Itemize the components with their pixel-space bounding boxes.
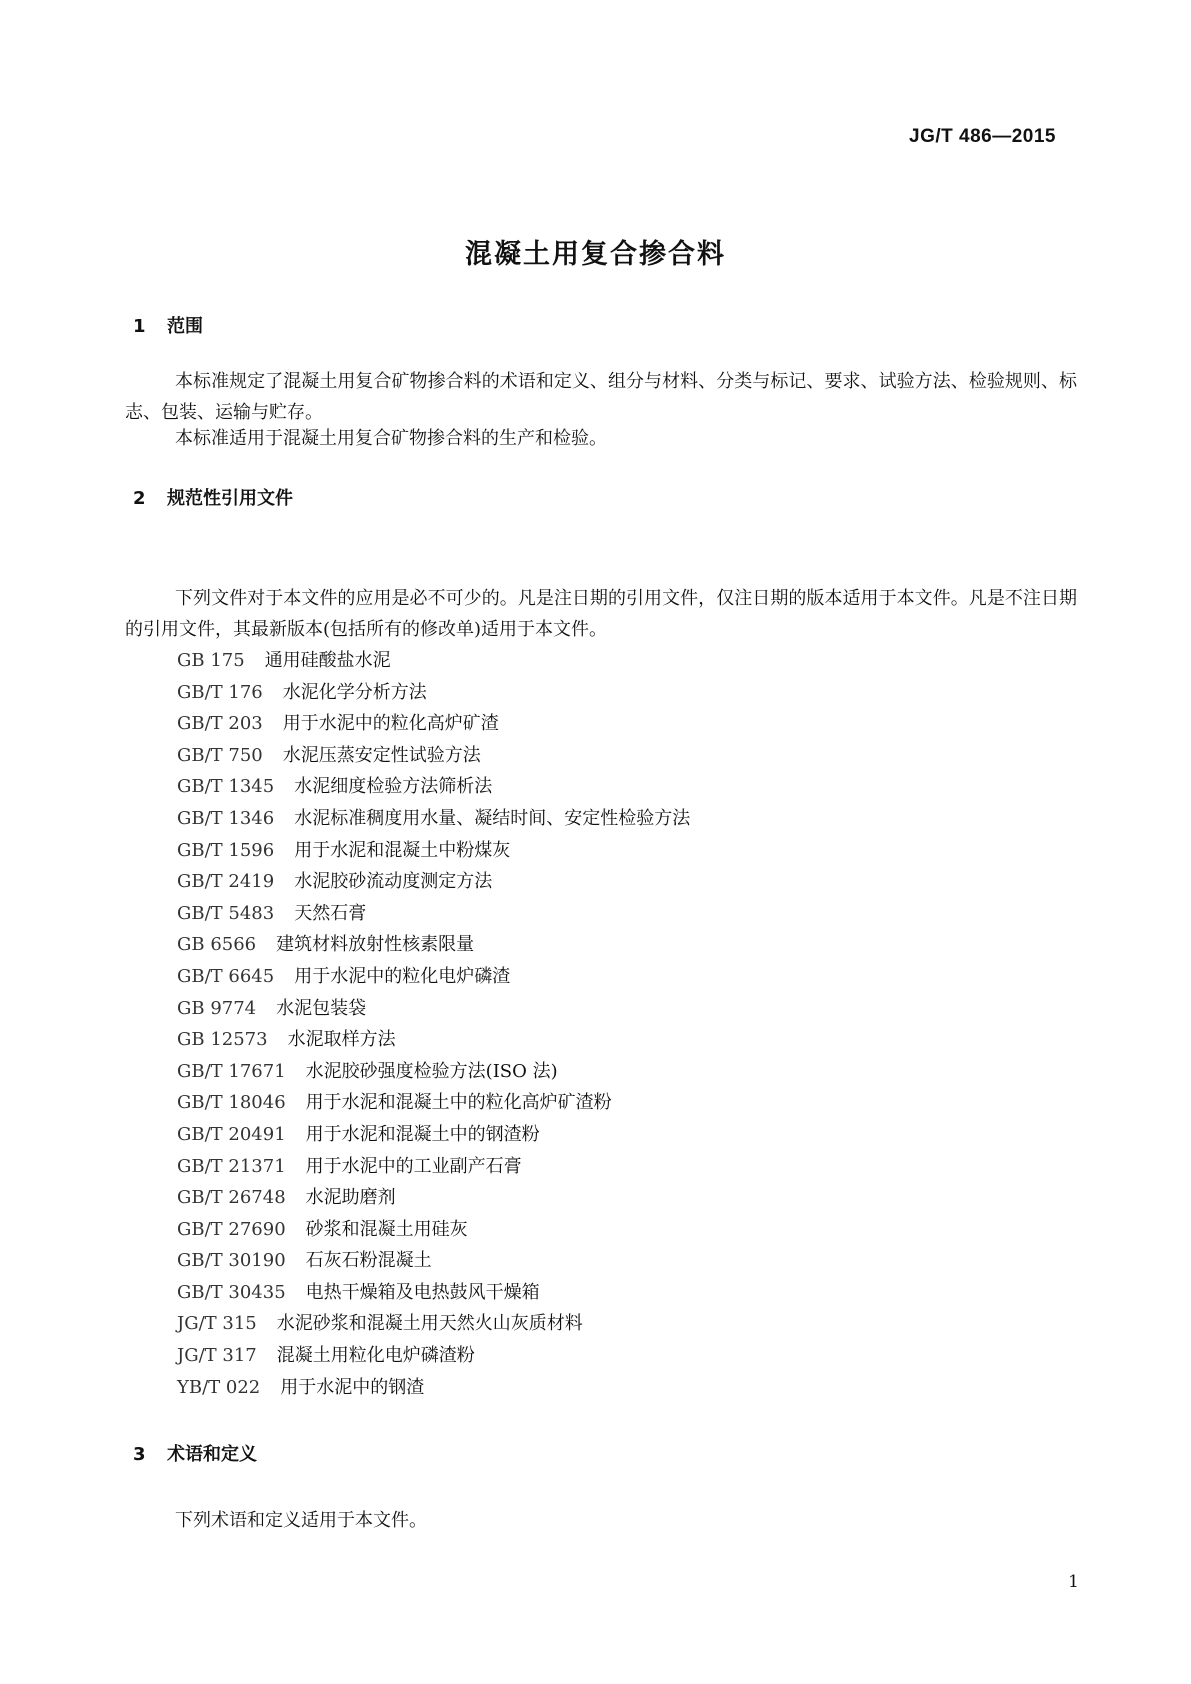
reference-title: 石灰石粉混凝土 (305, 1250, 432, 1272)
document-title: 混凝土用复合掺合料 (465, 239, 726, 270)
reference-title: 通用硅酸盐水泥 (264, 650, 391, 671)
reference-code: GB/T 203 (177, 713, 263, 735)
normative-references-list (177, 645, 690, 1403)
reference-code: GB/T 17671 (177, 1060, 286, 1082)
reference-item (177, 771, 690, 803)
reference-title: 用于水泥中的粒化高炉矿渣 (282, 713, 499, 735)
reference-title: 水泥胶砂流动度测定方法 (294, 871, 493, 893)
reference-item (177, 803, 690, 835)
reference-item (177, 929, 690, 961)
reference-code: GB/T 21371 (177, 1155, 286, 1177)
reference-title: 建筑材料放射性核素限量 (276, 934, 475, 956)
reference-title: 水泥压蒸安定性试验方法 (282, 744, 481, 766)
reference-code: GB/T 30435 (177, 1281, 286, 1303)
section-number: 2 (133, 488, 146, 509)
reference-code: GB 12573 (177, 1029, 268, 1051)
reference-title: 水泥砂浆和混凝土用天然火山灰质材料 (276, 1313, 583, 1335)
section-number: 3 (133, 1444, 146, 1465)
reference-code: GB/T 5483 (177, 902, 275, 924)
reference-title: 用于水泥中的工业副产石膏 (305, 1155, 522, 1177)
page-number: 1 (1068, 1572, 1079, 1592)
reference-item (177, 1340, 690, 1372)
reference-code: GB/T 18046 (177, 1092, 286, 1114)
reference-item (177, 1372, 690, 1404)
reference-title: 水泥胶砂强度检验方法(ISO 法) (305, 1060, 558, 1082)
reference-title: 水泥包装袋 (276, 997, 367, 1019)
reference-item (177, 708, 690, 740)
section-number: 1 (133, 316, 146, 337)
reference-code: GB/T 1346 (177, 807, 275, 829)
section-1-paragraph-1: 本标准规定了混凝土用复合矿物掺合料的术语和定义、组分与材料、分类与标记、要求、试验方法、检验规则、标志、包装、运输与贮存。 (125, 371, 1077, 423)
reference-code: JG/T 315 (177, 1313, 257, 1335)
reference-item (177, 1024, 690, 1056)
reference-item (177, 1214, 690, 1246)
reference-code: GB 6566 (177, 934, 257, 956)
reference-item (177, 1151, 690, 1183)
reference-item (177, 740, 690, 772)
reference-item (177, 866, 690, 898)
section-1-heading (133, 312, 203, 338)
reference-code: GB/T 26748 (177, 1187, 286, 1209)
section-2-heading (133, 484, 293, 510)
reference-code: GB/T 750 (177, 744, 263, 766)
reference-title: 水泥化学分析方法 (282, 681, 427, 703)
reference-title: 水泥细度检验方法筛析法 (294, 776, 493, 798)
reference-code: GB/T 20491 (177, 1123, 286, 1145)
reference-code: GB/T 27690 (177, 1218, 286, 1240)
reference-title: 用于水泥和混凝土中的粒化高炉矿渣粉 (305, 1092, 612, 1114)
reference-item (177, 1245, 690, 1277)
reference-code: YB/T 022 (177, 1376, 261, 1398)
reference-title: 天然石膏 (294, 902, 367, 924)
section-2-intro: 下列文件对于本文件的应用是必不可少的。凡是注日期的引用文件，仅注日期的版本适用于本文件。凡是不注日期的引用文件，其最新版本(包括所有的修改单)适用于本文件。 (125, 588, 1077, 640)
section-title: 范围 (167, 316, 203, 337)
section-3-heading (133, 1440, 257, 1466)
reference-title: 用于水泥中的钢渣 (280, 1376, 425, 1398)
reference-item (177, 835, 690, 867)
reference-code: GB/T 2419 (177, 871, 275, 893)
reference-code: GB/T 176 (177, 681, 263, 703)
reference-title: 电热干燥箱及电热鼓风干燥箱 (305, 1281, 540, 1303)
section-title: 规范性引用文件 (167, 488, 293, 509)
reference-item (177, 1182, 690, 1214)
reference-item (177, 961, 690, 993)
reference-title: 用于水泥和混凝土中的钢渣粉 (305, 1123, 540, 1145)
reference-item (177, 1119, 690, 1151)
reference-title: 混凝土用粒化电炉磷渣粉 (276, 1345, 475, 1367)
section-title: 术语和定义 (167, 1444, 257, 1465)
reference-code: GB/T 1345 (177, 776, 275, 798)
reference-item (177, 898, 690, 930)
reference-code: GB 175 (177, 650, 245, 671)
reference-item (177, 677, 690, 709)
reference-item (177, 993, 690, 1025)
reference-item (177, 1308, 690, 1340)
reference-title: 用于水泥和混凝土中粉煤灰 (294, 839, 511, 861)
section-3-paragraph-1: 下列术语和定义适用于本文件。 (175, 1510, 427, 1531)
reference-item (177, 1087, 690, 1119)
section-1-paragraph-2: 本标准适用于混凝土用复合矿物掺合料的生产和检验。 (175, 428, 607, 449)
reference-item (177, 645, 690, 677)
reference-title: 水泥助磨剂 (305, 1187, 396, 1209)
reference-code: GB/T 1596 (177, 839, 275, 861)
reference-item (177, 1277, 690, 1309)
reference-code: JG/T 317 (177, 1345, 257, 1367)
reference-code: GB/T 6645 (177, 965, 275, 987)
reference-title: 水泥取样方法 (287, 1029, 396, 1051)
reference-code: GB 9774 (177, 997, 257, 1019)
reference-title: 用于水泥中的粒化电炉磷渣 (294, 965, 511, 987)
reference-item (177, 1056, 690, 1088)
reference-title: 砂浆和混凝土用硅灰 (305, 1218, 468, 1240)
reference-code: GB/T 30190 (177, 1250, 286, 1272)
reference-title: 水泥标准稠度用水量、凝结时间、安定性检验方法 (294, 807, 691, 829)
standard-code: JG/T 486—2015 (909, 126, 1056, 147)
